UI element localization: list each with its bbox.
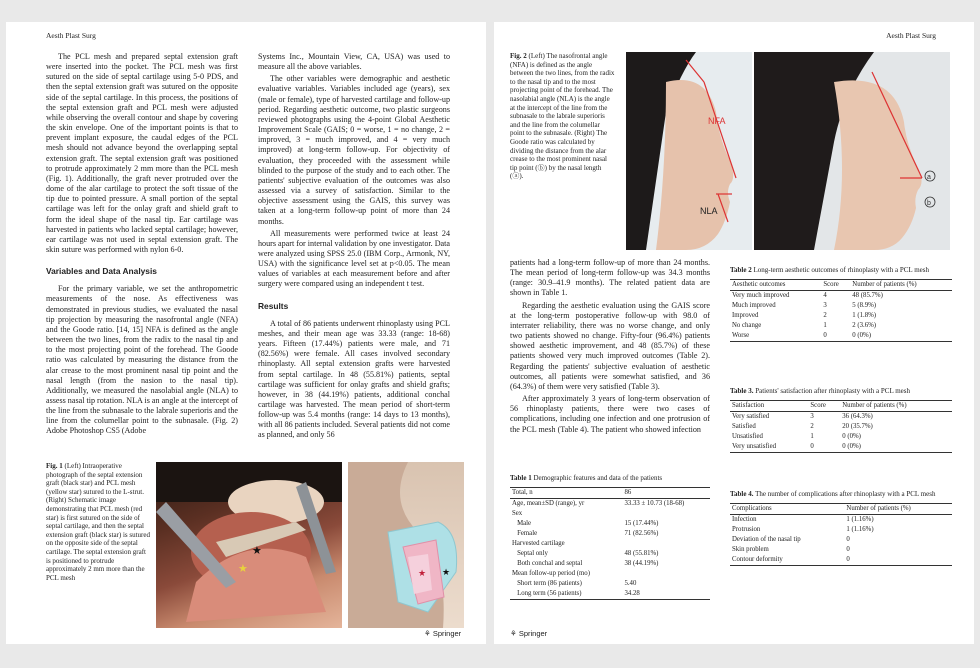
table-row — [730, 411, 952, 422]
table-cell: Short term (86 patients) — [512, 580, 582, 588]
table-row — [510, 549, 710, 559]
table-row — [510, 539, 710, 549]
figure-1-label: Fig. 1 — [46, 462, 63, 470]
table-3-label: Table 3. — [730, 387, 754, 395]
table-row — [510, 559, 710, 569]
table-cell: Skin problem — [732, 546, 769, 554]
table-2 — [730, 266, 952, 342]
right-page — [494, 22, 974, 644]
paragraph: Systems Inc., Mountain View, CA, USA) was used to measure all the above variables. — [258, 52, 450, 72]
springer-icon: ⚘ — [424, 629, 431, 638]
svg-text:★: ★ — [238, 563, 248, 575]
table-row — [730, 422, 952, 432]
figure-1-schematic — [348, 462, 464, 628]
table-1-header-value: 86 — [624, 489, 632, 497]
table-cell: Both conchal and septal — [512, 560, 583, 568]
figure-2-caption-text: (Left) The nasofrontal angle (NFA) is defined as the angle between the two lines, from the radix to the nasal tip and to the most projecting point of the forehead. The nasolabial angle (NLA) is the angle at the intercept of the line from the subnasale to the labrale superioris and the line from the columellar point to the subnasale. (Right) The Goode ratio was calculated by dividing the distance from the alar crease to the most prominent nasal tip point (ⓑ) by the nasal length (ⓐ). — [510, 52, 615, 181]
table-3-header-score: Score — [810, 402, 826, 410]
figure-2-label: Fig. 2 — [510, 52, 527, 60]
table-cell: 0 (0%) — [842, 433, 861, 441]
figure-1-intraoperative-photo — [156, 462, 342, 628]
springer-logo — [424, 629, 461, 638]
goode-b-label: b — [927, 200, 931, 207]
table-cell: Protrusion — [732, 526, 761, 534]
table-row — [730, 514, 952, 525]
publisher-name: Springer — [518, 629, 548, 638]
table-cell: 1 (1.16%) — [846, 526, 874, 534]
table-row — [730, 311, 952, 321]
table-cell: 34.28 — [624, 590, 640, 598]
svg-text:★: ★ — [252, 545, 262, 557]
table-cell: 0 (0%) — [852, 332, 871, 340]
table-2-header-number: Number of patients (%) — [852, 281, 917, 289]
table-1 — [510, 474, 710, 600]
paragraph: For the primary variable, we set the anthropometric measurements of the nose. As effectiveness was demonstrated in previous studies, we evaluated the nasal tip projection by measuring the nasofrontal angle (NFA) and the Goode ratio. [14, 15] NFA is defined as the angle between the two lines, from the radix to the nasal tip and to the most projecting point of the forehead. The Goode ratio was calculated by measuring the distance from the alar crease to the most prominent nasal tip point and the nasal length (from the nasion to the nasal tip). Additionally, we measured the nasolabial angle (NLA) to assess nasal tip rotation. NLA is an angle at the intercept of the line from the subnasale to the labrale superioris and the line from the columellar point to the subnasale. (Fig. 2) Adobe Photoshop CS5 (Adobe — [46, 284, 238, 436]
table-cell: 5.40 — [624, 580, 637, 588]
table-3 — [730, 387, 952, 453]
table-4-caption — [730, 490, 952, 499]
svg-text:★: ★ — [418, 568, 427, 578]
table-row — [510, 569, 710, 579]
table-cell: 0 — [823, 332, 827, 340]
table-cell — [622, 509, 710, 519]
table-2-label: Table 2 — [730, 266, 752, 274]
paragraph: A total of 86 patients underwent rhinoplasty using PCL meshes, and their mean age was 33.33 (range: 18-68) years. Fifteen (17.44%) patients were male, and 71 (82.56%) were female. All cases involved secondary rhinoplasty. All septal extension grafts were harvested from septal cartilage. In 48 (55.81%) patients, septal cartilage was sufficient for onlay grafts and shield grafts; however, in 38 (44.19%) patients, additional conchal cartilage was harvested. The mean period of short-term follow-up was 5.4 months (range: 14 days to 13 months), with all 86 patients included. Several patients did not come as planned, and only 56 — [258, 318, 450, 440]
publisher-name: Springer — [432, 629, 462, 638]
left-column-2 — [258, 52, 450, 443]
nla-label: NLA — [700, 206, 718, 216]
table-cell: 20 (35.7%) — [842, 423, 873, 431]
table-cell: Harvested cartilage — [512, 540, 565, 548]
section-heading-variables: Variables and Data Analysis — [46, 266, 157, 277]
table-3-header-number: Number of patients (%) — [842, 402, 907, 410]
table-cell: 1 — [810, 433, 814, 441]
table-cell: Improved — [732, 312, 759, 320]
table-cell: 0 — [846, 536, 850, 544]
table-cell: Age, mean±SD (range), yr — [512, 500, 585, 508]
table-row — [510, 498, 710, 509]
table-cell: Septal only — [512, 550, 548, 558]
table-cell: Contour deformity — [732, 556, 783, 564]
table-row — [730, 331, 952, 342]
left-column-1 — [46, 52, 238, 439]
table-row — [510, 519, 710, 529]
springer-icon: ⚘ — [510, 629, 517, 638]
table-2-caption — [730, 266, 952, 275]
table-row — [730, 525, 952, 535]
table-cell — [622, 569, 710, 579]
table-cell: Mean follow-up period (mo) — [512, 570, 590, 578]
table-2-header-score: Score — [823, 281, 839, 289]
paragraph: All measurements were performed twice at least 24 hours apart for internal validation by one investigator. Data were analyzed using SPSS 25.0 (IBM Corp., Armonk, NY, USA) with the significance level set at p<0.05. The mean values of variables at each measurement before and after surgery were compared using an independent t test. — [258, 228, 450, 289]
table-cell: 0 (0%) — [842, 443, 861, 451]
figure-2-profile-photo-right — [754, 52, 950, 250]
left-page — [6, 22, 486, 644]
table-cell: 4 — [823, 292, 827, 300]
table-row — [510, 509, 710, 519]
table-row — [730, 321, 952, 331]
figure-1-caption-text: (Left) Intraoperative photograph of the septal extension graft (black star) and PCL mesh (yellow star) sutured to the L-strut. (Right) Schematic image demonstrating that PCL mesh (red star) is first sutured on the side of septal cartilage, and then the septal extension graft (black star) is sutured on the opposite side of the septal cartilage. The septal extension graft is positioned to protrude approximately 2 mm more than the PCL mesh — [46, 462, 150, 582]
table-2-header-outcome: Aesthetic outcomes — [732, 281, 786, 289]
table-row — [730, 432, 952, 442]
table-row — [730, 555, 952, 566]
table-row — [510, 589, 710, 600]
table-row — [730, 301, 952, 311]
table-cell: Very satisfied — [732, 413, 770, 421]
paragraph: The other variables were demographic and aesthetic evaluative variables. Variables included age (years), sex (male or female), type of harvested cartilage and follow-up period. Regarding aesthetic outcome, two plastic surgeons reviewed photographs using the 4-point Global Aesthetic Improvement Scale (GAIS; 0 = worse, 1 = no change, 2 = improved, 3 = much improved, and 4 = very much improved) at long-term follow-up. For objectivity of evaluation, they proceeded with the assessment while blinded to the purpose of the study and to each other. The patients' subjective evaluation of the outcomes was also assessed via a survey of satisfaction. Similar to the objective assessment using the GAIS, this survey was taken at a long-term follow-up point of more than 24 months. — [258, 74, 450, 226]
table-cell: Infection — [732, 516, 757, 524]
table-cell: Unsatisfied — [732, 433, 763, 441]
table-cell: Deviation of the nasal tip — [732, 536, 801, 544]
nfa-label: NFA — [708, 116, 726, 126]
table-cell: 33.33 ± 10.73 (18-68) — [624, 500, 685, 508]
table-cell: 0 — [846, 546, 850, 554]
running-header: Aesth Plast Surg — [46, 31, 96, 40]
table-cell: 1 (1.16%) — [846, 516, 874, 524]
section-heading-results: Results — [258, 300, 289, 311]
table-row — [510, 579, 710, 589]
table-cell: 5 (8.9%) — [852, 302, 877, 310]
table-4 — [730, 490, 952, 566]
table-3-caption-text: Patients' satisfaction after rhinoplasty with a PCL mesh — [753, 387, 911, 395]
table-cell: 48 (85.7%) — [852, 292, 883, 300]
table-cell: 0 — [846, 556, 850, 564]
table-cell: Female — [512, 530, 538, 538]
figure-1-caption — [46, 462, 150, 582]
table-cell: 71 (82.56%) — [624, 530, 659, 538]
table-cell: 2 — [810, 423, 814, 431]
table-cell: 38 (44.19%) — [624, 560, 659, 568]
table-cell: No change — [732, 322, 762, 330]
table-4-header-complication: Complications — [732, 505, 772, 513]
table-row — [730, 442, 952, 453]
table-1-caption-text: Demographic features and data of the patients — [531, 474, 663, 482]
table-cell: 3 — [823, 302, 827, 310]
table-cell: 15 (17.44%) — [624, 520, 659, 528]
table-row — [730, 545, 952, 555]
table-cell: 1 (1.8%) — [852, 312, 877, 320]
table-4-label: Table 4. — [730, 490, 754, 498]
table-cell — [622, 539, 710, 549]
table-cell: 1 — [823, 322, 827, 330]
table-cell: 2 (3.6%) — [852, 322, 877, 330]
svg-text:★: ★ — [442, 567, 451, 577]
table-cell: Long term (56 patients) — [512, 590, 582, 598]
table-3-header-satisfaction: Satisfaction — [732, 402, 765, 410]
table-cell: Very much improved — [732, 292, 790, 300]
springer-logo — [510, 629, 547, 638]
table-cell: 2 — [823, 312, 827, 320]
paragraph: patients had a long-term follow-up of more than 24 months. The mean period of long-term follow-up was 34.3 months (range: 30.9–41.9 months). The related patient data are shown in Table 1. — [510, 258, 710, 298]
right-column-1 — [510, 258, 710, 437]
table-row — [730, 290, 952, 301]
table-cell: 36 (64.3%) — [842, 413, 873, 421]
table-cell: Sex — [512, 510, 523, 518]
running-header: Aesth Plast Surg — [886, 31, 936, 40]
table-1-label: Table 1 — [510, 474, 532, 482]
paragraph: After approximately 3 years of long-term observation of 56 rhinoplasty patients, there were two cases of complications, including one infection and one protrusion of the PCL mesh (Table 4). The patient who showed infection — [510, 394, 710, 434]
table-3-caption — [730, 387, 952, 396]
table-cell: Male — [512, 520, 532, 528]
table-cell: Very unsatisfied — [732, 443, 776, 451]
figure-2-profile-photo-left — [626, 52, 752, 250]
table-row — [510, 529, 710, 539]
table-cell: 3 — [810, 413, 814, 421]
figure-2-caption — [510, 52, 616, 181]
paragraph: The PCL mesh and prepared septal extension graft were inserted into the pocket. The PCL mesh was first sutured on the side of septal cartilage using 5-0 PDS, and then the septal extension graft was sutured on the opposite side of the septal cartilage. In this process, the positions of the septal extension graft and PCL mesh were adjusted while observing the overall contour and shape by covering the skin envelope. One of the important points is that to prevent implant exposure, the caudal edges of the PCL mesh should not advance beyond the overlapping septal extension graft. The septal extension graft was positioned to protrude approximately 2 mm more than the PCL mesh (Fig. 1). Additionally, the graft never protruded over the dome of the alar cartilage to protect the soft tissue of the tip due to pointed pressure. A small portion of the septal cartilage was left for the onlay graft and shield graft to form the ideal shape of the nasal tip. Ear cartilage was harvested in patients who lacked septal cartilage; however, ear cartilage was not used in septal extension graft. The skin suture was performed with nylon 6-0. — [46, 52, 238, 254]
table-2-caption-text: Long-term aesthetic outcomes of rhinoplasty with a PCL mesh — [751, 266, 929, 274]
paragraph: Regarding the aesthetic evaluation using the GAIS score at the long-term postoperative follow-up with 98.0 of interrater reliability, there was no worse change, and only two patients showed no change. Fifty-four (96.4%) patients showed aesthetic improvement, and 48 (85.7%) of these patients showed very much improved outcomes (Table 2). Regarding the patients' subjective evaluation of aesthetic outcomes, all patients were somewhat satisfied, and 36 (64.3%) of them were very satisfied (Table 3). — [510, 300, 710, 391]
table-4-caption-text: The number of complications after rhinoplasty with a PCL mesh — [753, 490, 936, 498]
table-cell: 0 — [810, 443, 814, 451]
table-1-caption — [510, 474, 710, 483]
table-cell: Worse — [732, 332, 750, 340]
table-cell: 48 (55.81%) — [624, 550, 659, 558]
table-cell: Much improved — [732, 302, 776, 310]
table-1-header-label: Total, n — [512, 489, 533, 497]
table-row — [730, 535, 952, 545]
goode-a-label: a — [927, 174, 931, 181]
table-4-header-number: Number of patients (%) — [846, 505, 911, 513]
table-cell: Satisfied — [732, 423, 756, 431]
